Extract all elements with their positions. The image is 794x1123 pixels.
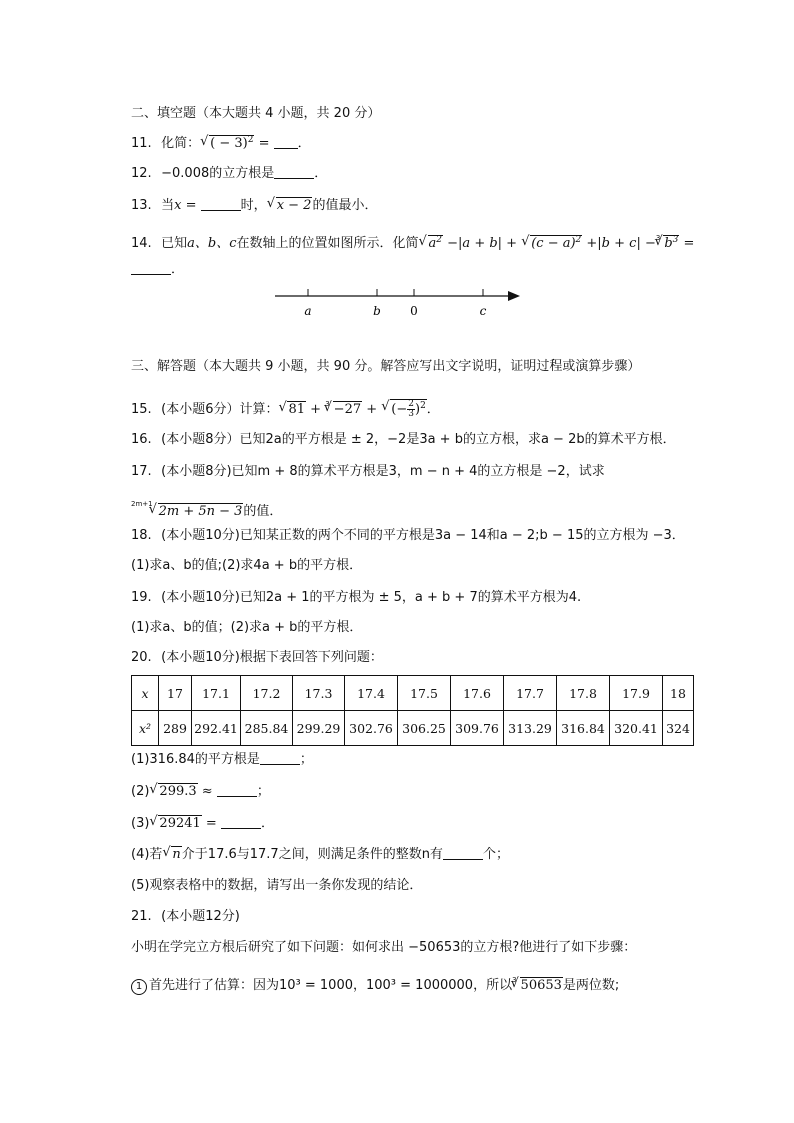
table-cell: 299.29 (293, 711, 345, 746)
section-3-title: 三、解答题（本大题共 9 小题，共 90 分。解答应写出文字说明，证明过程或演算步骤） (131, 359, 641, 374)
question-text: (本小题10分)已知某正数的两个不同的平方根是3a − 14和a − 2;b − 15的立方根为 −3． (161, 528, 685, 543)
question-text: 化简： (161, 136, 201, 151)
table-cell: 17.6 (451, 676, 504, 711)
table-cell: 17.3 (293, 676, 345, 711)
variable-x: x (174, 198, 182, 213)
approx-sign: ≈ (197, 784, 217, 799)
question-number: 17. (131, 464, 152, 479)
question-14-answer: ． (131, 260, 184, 280)
table-cell: 320.41 (610, 711, 663, 746)
question-number: 13. (131, 198, 152, 213)
equals-sign: = (258, 136, 274, 151)
table-cell: 309.76 (451, 711, 504, 746)
question-12 (131, 164, 327, 184)
question-text: (本小题8分）已知2a的平方根是 ± 2，−2是3a + b的立方根，求a − 2b的算术平方根． (161, 432, 676, 447)
table-cell: 18 (663, 676, 694, 711)
variables: a、b、c (187, 236, 237, 251)
question-text: (1)316.84的平方根是 (131, 752, 260, 767)
cbrt-expression (511, 976, 563, 996)
radicand: −27 (333, 402, 362, 417)
expression: −|a + b| + (443, 236, 522, 251)
cbrt-neg27 (324, 400, 362, 420)
question-20-part-1 (131, 750, 313, 770)
question-text: 时， (240, 198, 267, 213)
question-text: (2) (131, 784, 150, 799)
punctuation: ； (299, 752, 313, 767)
number-line-svg (270, 282, 530, 322)
question-text: 的值． (243, 504, 283, 519)
table-cell: 285.84 (241, 711, 293, 746)
radicand: n (172, 847, 181, 862)
sqrt-expression (267, 196, 313, 216)
number-line (270, 282, 530, 322)
question-number: 19. (131, 590, 152, 605)
question-text: 是两位数; (562, 978, 620, 993)
radicand: 81 (288, 402, 306, 417)
question-text: (3) (131, 816, 150, 831)
row-header-x2: x² (132, 711, 159, 746)
question-text: 当 (161, 198, 175, 213)
question-text: (4)若 (131, 847, 163, 862)
question-19-sub: (1)求a、b的值；(2)求a + b的平方根． (131, 620, 363, 635)
question-13 (131, 196, 377, 216)
question-number: 21. (131, 909, 152, 924)
question-number: 15. (131, 402, 152, 417)
question-20-part-2 (131, 782, 270, 802)
radicand: x − 2 (276, 198, 312, 213)
step-marker: 1 (131, 979, 147, 995)
question-17 (131, 462, 605, 482)
table-cell: 302.76 (345, 711, 398, 746)
question-text: (本小题10分)已知2a + 1的平方根为 ± 5，a + b + 7的算术平方根为4. (161, 590, 582, 605)
question-number: 16. (131, 432, 152, 447)
radicand: ) (414, 402, 421, 417)
table-cell: 17.7 (504, 676, 557, 711)
radicand: (− (391, 402, 408, 417)
answer-blank[interactable] (274, 165, 314, 179)
question-text: (本小题12分) (161, 909, 240, 924)
table-cell: 17.5 (398, 676, 451, 711)
sqrt-expression (149, 814, 201, 834)
exponent: 2 (247, 135, 254, 145)
sqrt-expression: √ $a^2$ (419, 234, 444, 254)
question-text: 介于17.6与17.7之间，则满足条件的整数n有 (181, 847, 443, 862)
question-20-part-5: (5)观察表格中的数据，请写出一条你发现的结论． (131, 878, 423, 893)
answer-blank[interactable] (260, 751, 300, 765)
answer-blank[interactable] (131, 261, 171, 275)
equals-sign: = (181, 198, 201, 213)
question-21 (131, 907, 240, 927)
radicand: 2m + 5n − 3 (158, 504, 243, 519)
question-21-step-1: 1 首先进行了估算：因为10³ = 1000，100³ = 1000000，所以$^3$√ 50653是两位数; (131, 970, 619, 996)
question-20 (131, 648, 383, 668)
table-cell: 17.8 (557, 676, 610, 711)
punctuation: ； (256, 784, 270, 799)
question-text: 在数轴上的位置如图所示．化简 (236, 236, 419, 251)
arrow-head-icon (508, 291, 520, 301)
sqrt-expression (162, 845, 181, 865)
denominator: 3 (408, 409, 414, 419)
question-20-part-3 (131, 814, 274, 834)
table-cell: 17 (159, 676, 192, 711)
question-number: 20. (131, 650, 152, 665)
question-21-intro: 小明在学完立方根后研究了如下问题：如何求出 −50653的立方根?他进行了如下步骤： (131, 940, 637, 955)
answer-blank[interactable] (274, 135, 298, 149)
question-16 (131, 430, 676, 450)
label-b: b (373, 304, 381, 318)
question-text: (本小题6分）计算： (161, 402, 279, 417)
radicand: 29241 (159, 816, 201, 831)
answer-blank[interactable] (201, 197, 241, 211)
label-0: 0 (410, 304, 418, 318)
numerator: 2 (408, 399, 414, 409)
question-number: 18. (131, 528, 152, 543)
table-cell: 17.2 (241, 676, 293, 711)
question-text: 已知 (161, 236, 188, 251)
answer-blank[interactable] (443, 846, 483, 860)
table-cell: 17.4 (345, 676, 398, 711)
radicand: (c − a) (531, 236, 576, 251)
question-text: 首先进行了估算：因为10³ = 1000，100³ = 1000000，所以 (149, 978, 513, 993)
table-cell: 316.84 (557, 711, 610, 746)
sqrt-81 (278, 400, 306, 420)
radicand: 299.3 (159, 784, 197, 799)
label-a: a (304, 304, 312, 318)
table-row-x2 (132, 711, 694, 746)
table-cell: 289 (159, 711, 192, 746)
table-cell: 292.41 (192, 711, 241, 746)
question-text: 的值最小． (312, 198, 378, 213)
table-cell: 324 (663, 711, 694, 746)
table-row-x (132, 676, 694, 711)
equals-sign: = (679, 236, 695, 251)
punctuation: ． (260, 816, 274, 831)
punctuation: ． (314, 166, 328, 181)
radicand: a (428, 236, 437, 251)
question-18 (131, 526, 685, 546)
question-20-part-4 (131, 845, 509, 865)
answer-blank[interactable] (217, 783, 257, 797)
root-expression (149, 502, 244, 522)
question-11: 11. 化简：√ ( − 3)$^2$ = ． (131, 134, 311, 154)
cbrt-expression: √ $b^3$ (654, 234, 679, 254)
expression: +|b + c| − (582, 236, 656, 251)
question-14: 14. 已知a、b、c在数轴上的位置如图所示．化简√ $a^2 -|a + b|$ + √ $(c - a)^2 +|b + c| -^3√$ $b^3$ = (131, 228, 694, 254)
question-text: (本小题10分)根据下表回答下列问题： (161, 650, 383, 665)
radicand: b (664, 236, 673, 251)
sqrt-expression: √ $(c - a)^2$ (521, 234, 582, 254)
fraction (407, 400, 415, 419)
sqrt-expression (149, 782, 197, 802)
values-table (131, 675, 694, 746)
sqrt-fraction: √ (− $\frac{2}{3}$ )$^2$ (381, 399, 427, 420)
question-17-cont (131, 494, 282, 522)
section-2-title: 二、填空题（本大题共 4 小题，共 20 分） (131, 106, 381, 121)
label-c: c (479, 304, 487, 318)
table-cell: 17.9 (610, 676, 663, 711)
radicand: 50653 (520, 978, 562, 993)
question-text: (本小题8分)已知m + 8的算术平方根是3，m − n + 4的立方根是 −2，试求 (161, 464, 605, 479)
table-cell: 17.1 (192, 676, 241, 711)
question-text: −0.008的立方根是 (161, 166, 275, 181)
sqrt-expression (200, 134, 254, 154)
answer-blank[interactable] (221, 815, 261, 829)
radicand: ( − 3) (210, 136, 248, 151)
question-15: 15. (本小题6分）计算：√ 81 + $^3$√ −27 + √ (− $\frac{2}{3}$ )$^2$． (131, 394, 440, 420)
question-number: 11. (131, 136, 152, 151)
table-cell: 306.25 (398, 711, 451, 746)
table-cell: 313.29 (504, 711, 557, 746)
root-index: 2m+1 (131, 500, 153, 508)
row-header-x: x (132, 676, 159, 711)
question-19 (131, 588, 581, 608)
question-number: 14. (131, 236, 152, 251)
question-number: 12. (131, 166, 152, 181)
equals-sign: = (201, 816, 221, 831)
punctuation: 个； (482, 847, 509, 862)
question-18-sub: (1)求a、b的值;(2)求4a + b的平方根． (131, 558, 363, 573)
